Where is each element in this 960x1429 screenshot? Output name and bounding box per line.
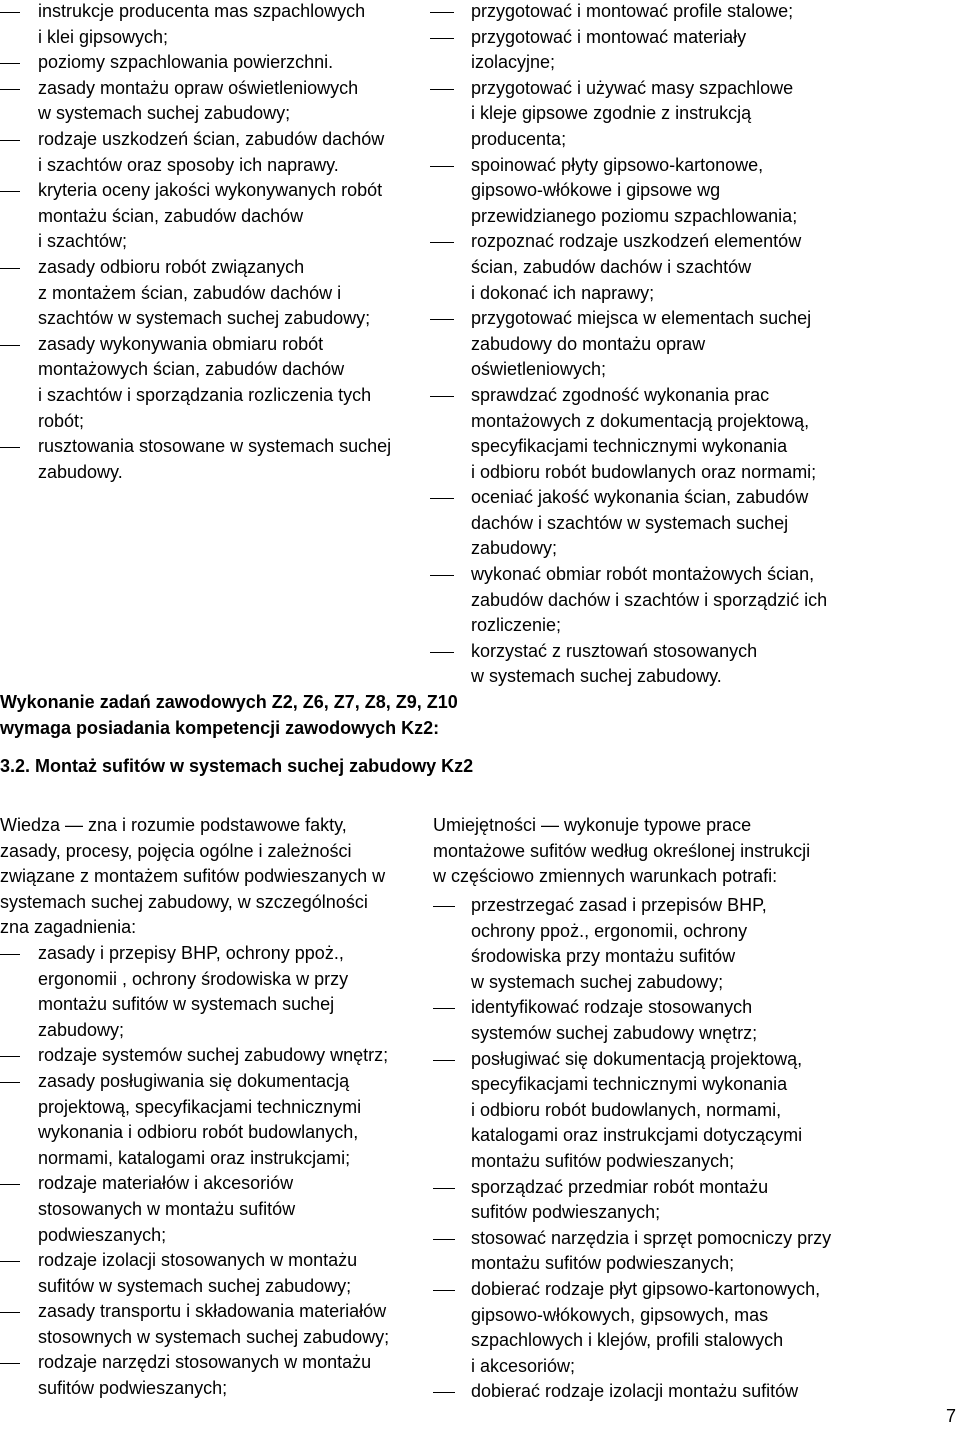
- competence-note: [0, 690, 458, 741]
- dash-bullet: [0, 954, 20, 955]
- dash-bullet: [0, 191, 20, 192]
- list-item: [433, 1277, 953, 1379]
- knowledge-list: [0, 941, 425, 1402]
- dash-bullet: [430, 575, 454, 576]
- list-item-line: gipsowo-włókowych, gipsowych, mas: [471, 1304, 769, 1325]
- list-item-line: rodzaje uszkodzeń ścian, zabudów dachów: [38, 128, 385, 149]
- list-item-line: stosownych w systemach suchej zabudowy;: [38, 1326, 390, 1347]
- list-item-line: montażu sufitów podwieszanych;: [471, 1150, 735, 1171]
- list-item-line: sufitów w systemach suchej zabudowy;: [38, 1275, 352, 1296]
- dash-bullet: [0, 63, 20, 64]
- dash-bullet: [430, 319, 454, 320]
- intro-line: Umiejętności — wykonuje typowe prace: [433, 815, 752, 835]
- list-item-line: posługiwać się dokumentacją projektową,: [471, 1048, 803, 1069]
- list-item: [433, 1379, 953, 1405]
- list-item: [0, 1299, 425, 1350]
- upper-left-list: [0, 0, 425, 485]
- list-item-line: ergonomii , ochrony środowiska w przy: [38, 968, 349, 989]
- list-item-line: normami, katalogami oraz instrukcjami;: [38, 1147, 351, 1168]
- list-item-line: oświetleniowych;: [471, 359, 607, 380]
- list-item-line: montażu sufitów w systemach suchej: [38, 994, 335, 1015]
- list-item-line: i kleje gipsowe zgodnie z instrukcją: [471, 103, 752, 124]
- list-item-line: montażowych ścian, zabudów dachów: [38, 359, 345, 380]
- dash-bullet: [0, 1261, 20, 1262]
- dash-bullet: [433, 906, 455, 907]
- list-item-line: i akcesoriów;: [471, 1355, 576, 1376]
- list-item-line: rodzaje izolacji stosowanych w montażu: [38, 1250, 358, 1271]
- dash-bullet: [433, 1290, 455, 1291]
- list-item: [0, 434, 425, 485]
- list-item: [430, 76, 955, 153]
- list-item-line: zasady transportu i składowania materiałów: [38, 1301, 387, 1322]
- intro-line: w częściowo zmiennych warunkach potrafi:: [433, 866, 778, 887]
- list-item-line: i szachtów;: [38, 231, 128, 252]
- list-item-line: przygotować i używać masy szpachlowe: [471, 77, 794, 98]
- list-item-line: sporządzać przedmiar robót montażu: [471, 1176, 769, 1197]
- list-item-line: wykonania i odbioru robót budowlanych,: [38, 1122, 359, 1143]
- list-item-line: instrukcje producenta mas szpachlowych: [38, 1, 366, 21]
- list-item-line: ścian, zabudów dachów i szachtów: [471, 256, 752, 277]
- list-item-line: rozliczenie;: [471, 615, 562, 636]
- skills-intro: [433, 813, 810, 890]
- list-item-line: identyfikować rodzaje stosowanych: [471, 997, 753, 1018]
- list-item-line: szachtów w systemach suchej zabudowy;: [38, 308, 371, 329]
- list-item-line: w systemach suchej zabudowy;: [38, 103, 291, 124]
- list-item-line: rodzaje systemów suchej zabudowy wnętrz;: [38, 1045, 389, 1066]
- list-item-line: przygotować i montować profile stalowe;: [471, 1, 794, 21]
- list-item-line: zasady posługiwania się dokumentacją: [38, 1070, 350, 1091]
- list-item-line: stosowanych w montażu sufitów: [38, 1198, 296, 1219]
- list-item-line: zabudów dachów i szachtów i sporządzić ich: [471, 589, 828, 610]
- list-item-line: sprawdzać zgodność wykonania prac: [471, 384, 770, 405]
- list-item-line: katalogami oraz instrukcjami dotyczącymi: [471, 1125, 803, 1146]
- list-item-line: montażu ścian, zabudów dachów: [38, 205, 304, 226]
- list-item-line: sufitów podwieszanych;: [38, 1378, 228, 1399]
- list-item-line: dobierać rodzaje izolacji montażu sufitów: [471, 1381, 799, 1402]
- list-item-line: rozpoznać rodzaje uszkodzeń elementów: [471, 231, 802, 252]
- list-item-line: i szachtów oraz sposoby ich naprawy.: [38, 154, 339, 175]
- list-item-line: sufitów podwieszanych;: [471, 1202, 661, 1223]
- dash-bullet: [430, 12, 454, 13]
- list-item-line: przewidzianego poziomu szpachlowania;: [471, 205, 798, 226]
- list-item-line: przestrzegać zasad i przepisów BHP,: [471, 895, 767, 915]
- list-item: [0, 1350, 425, 1401]
- dash-bullet: [430, 242, 454, 243]
- dash-bullet: [0, 1184, 20, 1185]
- list-item-line: kryteria oceny jakości wykonywanych robót: [38, 180, 383, 201]
- list-item-line: izolacyjne;: [471, 52, 556, 73]
- list-item-line: zasady i przepisy BHP, ochrony ppoż.,: [38, 942, 344, 963]
- dash-bullet: [430, 396, 454, 397]
- list-item-line: robót;: [38, 410, 85, 431]
- list-item: [0, 127, 425, 178]
- list-item-line: przygotować i montować materiały: [471, 26, 747, 47]
- list-item-line: zabudowy.: [38, 461, 123, 482]
- list-item: [0, 1171, 425, 1248]
- dash-bullet: [433, 1392, 455, 1393]
- list-item: [430, 485, 955, 562]
- list-item: [433, 893, 953, 995]
- list-item: [433, 1047, 953, 1175]
- list-item: [0, 941, 425, 1043]
- list-item-line: i odbioru robót budowlanych, normami,: [471, 1099, 782, 1120]
- dash-bullet: [430, 166, 454, 167]
- intro-line: montażowe sufitów według określonej instrukcji: [433, 840, 811, 861]
- dash-bullet: [0, 447, 20, 448]
- list-item-line: wykonać obmiar robót montażowych ścian,: [471, 564, 815, 585]
- dash-bullet: [0, 268, 20, 269]
- page-number: 7: [945, 1406, 956, 1426]
- list-item: [0, 1043, 425, 1069]
- list-item-line: oceniać jakość wykonania ścian, zabudów: [471, 487, 809, 508]
- section-heading: 3.2. Montaż sufitów w systemach suchej zabudowy Kz2: [0, 756, 474, 776]
- list-item-line: przygotować miejsca w elementach suchej: [471, 308, 812, 329]
- list-item: [433, 995, 953, 1046]
- list-item-line: montażu sufitów podwieszanych;: [471, 1253, 735, 1274]
- dash-bullet: [433, 1008, 455, 1009]
- competence-note-line: wymaga posiadania kompetencji zawodowych Kz2:: [0, 717, 440, 738]
- list-item: [433, 1175, 953, 1226]
- upper-right-list: [430, 0, 955, 690]
- list-item-line: zasady odbioru robót związanych: [38, 256, 305, 277]
- list-item-line: i szachtów i sporządzania rozliczenia tych: [38, 384, 372, 405]
- list-item-line: w systemach suchej zabudowy.: [471, 666, 722, 687]
- list-item: [0, 332, 425, 434]
- list-item-line: systemów suchej zabudowy wnętrz;: [471, 1022, 758, 1043]
- dash-bullet: [0, 1363, 20, 1364]
- list-item: [0, 178, 425, 255]
- list-item-line: rusztowania stosowane w systemach suchej: [38, 436, 392, 457]
- list-item-line: środowiska przy montażu sufitów: [471, 946, 736, 967]
- list-item-line: producenta;: [471, 128, 567, 149]
- dash-bullet: [430, 498, 454, 499]
- list-item-line: w systemach suchej zabudowy;: [471, 971, 724, 992]
- list-item: [430, 153, 955, 230]
- list-item-line: projektową, specyfikacjami technicznymi: [38, 1096, 362, 1117]
- list-item-line: specyfikacjami technicznymi wykonania: [471, 436, 788, 457]
- list-item: [0, 1069, 425, 1171]
- dash-bullet: [433, 1188, 455, 1189]
- list-item-line: zasady montażu opraw oświetleniowych: [38, 77, 359, 98]
- list-item-line: z montażem ścian, zabudów dachów i: [38, 282, 342, 303]
- list-item-line: montażowych z dokumentacją projektową,: [471, 410, 810, 431]
- list-item-line: spoinować płyty gipsowo-kartonowe,: [471, 154, 764, 175]
- knowledge-intro: [0, 813, 425, 941]
- list-item: [430, 306, 955, 383]
- intro-line: zasady, procesy, pojęcia ogólne i zależności: [0, 840, 352, 861]
- list-item-line: rodzaje materiałów i akcesoriów: [38, 1173, 294, 1194]
- list-item-line: stosować narzędzia i sprzęt pomocniczy przy: [471, 1227, 832, 1248]
- list-item-line: i klei gipsowych;: [38, 26, 169, 47]
- intro-line: związane z montażem sufitów podwieszanych w: [0, 866, 386, 887]
- dash-bullet: [0, 89, 20, 90]
- list-item-line: podwieszanych;: [38, 1224, 167, 1245]
- list-item-line: dachów i szachtów w systemach suchej: [471, 512, 789, 533]
- dash-bullet: [433, 1239, 455, 1240]
- list-item: [0, 0, 425, 50]
- list-item: [0, 255, 425, 332]
- dash-bullet: [0, 12, 20, 13]
- list-item: [0, 50, 425, 76]
- skills-list: [433, 893, 953, 1405]
- list-item: [430, 0, 955, 25]
- list-item: [430, 25, 955, 76]
- knowledge-column: [0, 813, 425, 1402]
- list-item-line: zasady wykonywania obmiaru robót: [38, 333, 324, 354]
- list-item: [430, 562, 955, 639]
- dash-bullet: [430, 652, 454, 653]
- intro-line: zna zagadnienia:: [0, 917, 137, 938]
- list-item-line: ochrony ppoż., ergonomii, ochrony: [471, 920, 748, 941]
- dash-bullet: [0, 1082, 20, 1083]
- list-item: [0, 76, 425, 127]
- competence-note-line: Wykonanie zadań zawodowych Z2, Z6, Z7, Z8, Z9, Z10: [0, 692, 458, 712]
- list-item-line: i dokonać ich naprawy;: [471, 282, 655, 303]
- list-item-line: specyfikacjami technicznymi wykonania: [471, 1074, 788, 1095]
- list-item: [0, 1248, 425, 1299]
- dash-bullet: [0, 140, 20, 141]
- list-item: [430, 639, 955, 690]
- list-item-line: gipsowo-włókowe i gipsowe wg: [471, 180, 721, 201]
- list-item-line: rodzaje narzędzi stosowanych w montażu: [38, 1352, 372, 1373]
- list-item: [430, 383, 955, 485]
- intro-line: systemach suchej zabudowy, w szczególności: [0, 891, 368, 912]
- dash-bullet: [430, 89, 454, 90]
- intro-line: Wiedza — zna i rozumie podstawowe fakty,: [0, 815, 347, 835]
- dash-bullet: [433, 1060, 455, 1061]
- list-item-line: zabudowy;: [471, 538, 558, 559]
- list-item-line: i odbioru robót budowlanych oraz normami;: [471, 461, 817, 482]
- list-item-line: zabudowy;: [38, 1019, 125, 1040]
- list-item: [430, 229, 955, 306]
- dash-bullet: [0, 1056, 20, 1057]
- dash-bullet: [430, 38, 454, 39]
- dash-bullet: [0, 345, 20, 346]
- list-item-line: poziomy szpachlowania powierzchni.: [38, 52, 334, 73]
- list-item-line: zabudowy do montażu opraw: [471, 333, 706, 354]
- dash-bullet: [0, 1312, 20, 1313]
- list-item-line: szpachlowych i klejów, profili stalowych: [471, 1330, 784, 1351]
- list-item: [433, 1226, 953, 1277]
- list-item-line: dobierać rodzaje płyt gipsowo-kartonowych,: [471, 1278, 821, 1299]
- list-item-line: korzystać z rusztowań stosowanych: [471, 640, 758, 661]
